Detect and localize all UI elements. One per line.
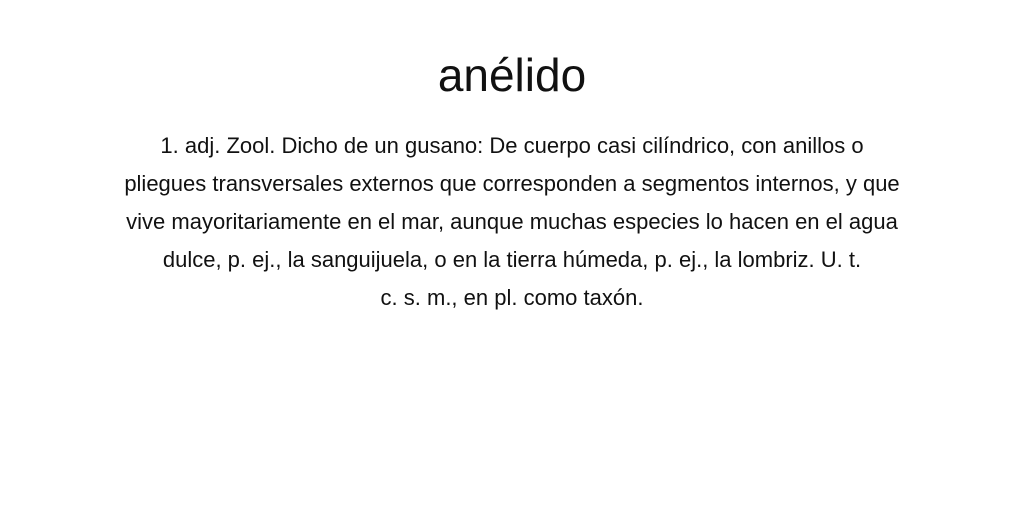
definition-line: c. s. m., en pl. como taxón. xyxy=(380,285,644,310)
entry-headword: anélido xyxy=(437,49,587,101)
definition-line: vive mayoritariamente en el mar, aunque muchas especies lo hacen en el agua xyxy=(126,209,898,234)
definition-line: pliegues transversales externos que corresponden a segmentos internos, y que xyxy=(124,171,900,196)
definition-line: dulce, p. ej., la sanguijuela, o en la tierra húmeda, p. ej., la lombriz. U. t. xyxy=(162,247,862,272)
entry-definition xyxy=(54,127,970,317)
definition-line: 1. adj. Zool. Dicho de un gusano: De cuerpo casi cilíndrico, con anillos o xyxy=(160,133,864,158)
